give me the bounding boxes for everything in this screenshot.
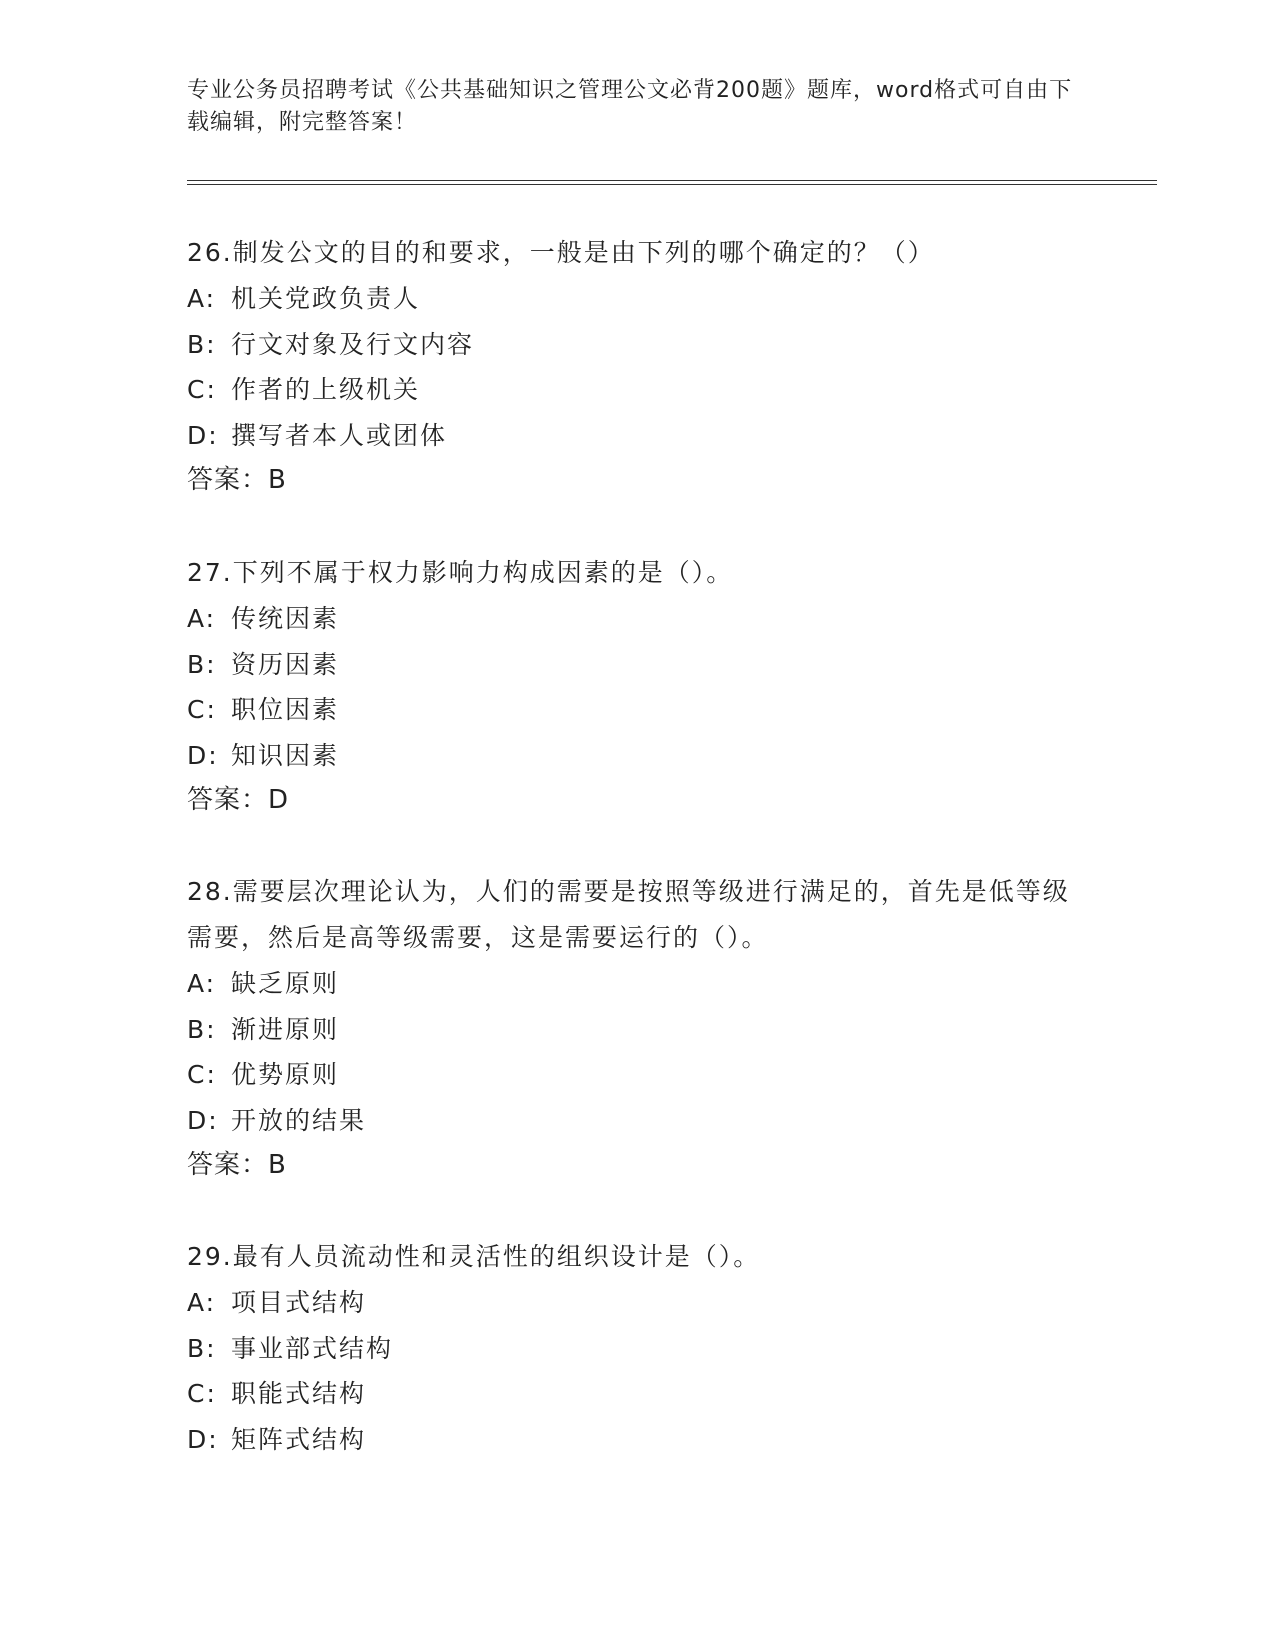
option-text: 优势原则	[231, 1060, 340, 1089]
option-label: B:	[187, 329, 217, 359]
option-label: A:	[187, 284, 217, 313]
option-text: 事业部式结构	[231, 1333, 394, 1363]
option-text: 撰写者本人或团体	[231, 420, 448, 450]
option-text: 职位因素	[231, 695, 340, 724]
option-label: B:	[187, 649, 217, 679]
option-label: D:	[187, 1424, 219, 1454]
option-b	[187, 1007, 1087, 1053]
question-stem: 29.最有人员流动性和灵活性的组织设计是（）。	[187, 1242, 761, 1271]
option-text: 行文对象及行文内容	[231, 329, 475, 359]
option-c	[187, 1052, 1087, 1098]
document-header: 专业公务员招聘考试《公共基础知识之管理公文必背200题》题库，word格式可自由下载编辑，附完整答案！	[187, 78, 1073, 135]
answer-line: 答案：B	[187, 465, 287, 495]
option-label: A:	[187, 1288, 217, 1317]
answer-line: 答案：D	[187, 785, 290, 815]
option-text: 职能式结构	[231, 1379, 367, 1408]
option-label: D:	[187, 1105, 219, 1135]
option-c	[187, 1371, 1087, 1417]
question-26	[187, 230, 1087, 503]
question-stem: 28.需要层次理论认为，人们的需要是按照等级进行满足的，首先是低等级需要，然后是高等级需要，这是需要运行的（）。	[187, 877, 1070, 952]
option-b	[187, 1326, 1087, 1372]
option-label: A:	[187, 604, 217, 633]
option-label: B:	[187, 1333, 217, 1363]
header-divider-top	[187, 180, 1157, 181]
option-c	[187, 687, 1087, 733]
header-divider-bottom	[187, 184, 1157, 185]
option-text: 作者的上级机关	[231, 375, 421, 404]
option-text: 渐进原则	[231, 1014, 340, 1044]
option-text: 矩阵式结构	[231, 1424, 367, 1454]
option-text: 知识因素	[231, 740, 340, 770]
option-b	[187, 642, 1087, 688]
option-b	[187, 322, 1087, 368]
option-label: C:	[187, 695, 217, 724]
option-d	[187, 733, 1087, 779]
option-text: 开放的结果	[231, 1105, 367, 1135]
question-28	[187, 869, 1087, 1188]
option-d	[187, 1098, 1087, 1144]
option-text: 机关党政负责人	[231, 284, 421, 313]
option-label: D:	[187, 740, 219, 770]
option-label: C:	[187, 375, 217, 404]
option-label: C:	[187, 1379, 217, 1408]
option-label: C:	[187, 1060, 217, 1089]
option-d	[187, 1417, 1087, 1463]
question-stem: 27.下列不属于权力影响力构成因素的是（）。	[187, 558, 734, 587]
option-label: B:	[187, 1014, 217, 1044]
question-27	[187, 550, 1087, 823]
option-label: A:	[187, 969, 217, 998]
option-text: 项目式结构	[231, 1288, 367, 1317]
option-a	[187, 596, 1087, 642]
question-29	[187, 1234, 1087, 1462]
option-c	[187, 367, 1087, 413]
option-text: 缺乏原则	[231, 969, 340, 998]
option-a	[187, 961, 1087, 1007]
option-d	[187, 413, 1087, 459]
option-label: D:	[187, 420, 219, 450]
answer-line: 答案：B	[187, 1150, 287, 1180]
option-text: 传统因素	[231, 604, 340, 633]
option-a	[187, 276, 1087, 322]
option-text: 资历因素	[231, 649, 340, 679]
option-a	[187, 1280, 1087, 1326]
question-stem: 26.制发公文的目的和要求，一般是由下列的哪个确定的？（）	[187, 238, 935, 267]
